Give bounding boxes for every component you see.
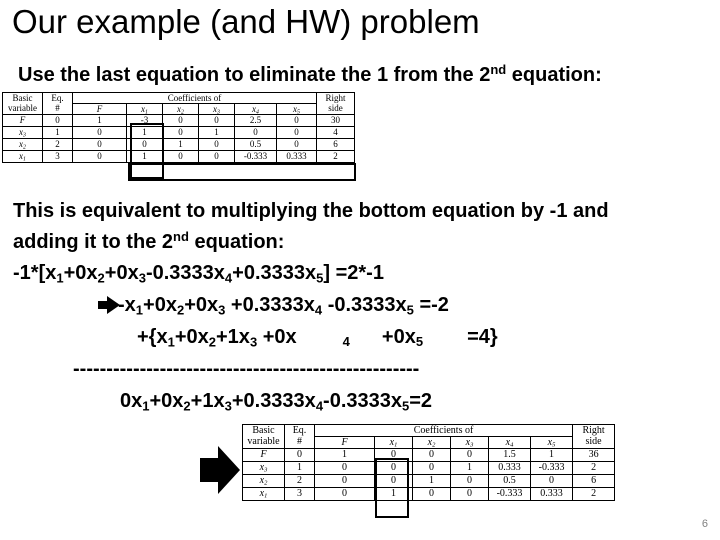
cell-x3: 0 [199,139,235,151]
right-arrow-icon [98,296,120,314]
cell-x2: 0 [413,488,451,501]
cell-eq: 0 [285,449,315,462]
cell-x1: 0 [127,139,163,151]
cell-x2: 0 [163,127,199,139]
cell-F: 1 [73,115,127,127]
separator-line: ---------------------------------------------------- [73,358,420,380]
basic-variable-cell: $x_2$ [3,139,43,151]
table-row [3,139,355,151]
cell-x5: -0.333 [531,462,573,475]
table-row [3,127,355,139]
highlight-bottom-row [128,163,356,181]
cell-x2: 1 [413,475,451,488]
equation-scaled: $-1*[x_1+0x_2+0x_3-0.3333x_4+0.3333x_5] =2*-1$ [13,262,384,286]
cell-eq: 0 [43,115,73,127]
cell-x5: 0 [277,127,317,139]
cell-F: 0 [73,127,127,139]
cell-x1: 0 [375,449,413,462]
cell-F: 0 [73,139,127,151]
cell-rhs: 36 [573,449,615,462]
cell-x2: 1 [163,139,199,151]
cell-eq: 1 [43,127,73,139]
explanation-line-1: This is equivalent to multiplying the bottom equation by -1 and [13,200,609,222]
table-row [243,462,615,475]
cell-x3: 0 [451,488,489,501]
cell-x5: 0 [277,139,317,151]
cell-rhs: 2 [317,151,355,163]
cell-x5: 0.333 [277,151,317,163]
tableau-before: Basic Eq. Coefficients of Right variable # F $x_1$ $x_2$ $x_3$ $x_4$ $x_5$ side F 0 1 -3 0 0 2.5 0 30 $x_3$ 1 0 1 0 1 0 0 4 $x_2$ 2 0 0 1 0 0.5 0 6 $x_1$ 3 0 1 0 0 -0.333 0.333 2 [2,92,355,163]
cell-F: 0 [315,462,375,475]
cell-x3: 1 [199,127,235,139]
basic-variable-cell: $x_3$ [243,462,285,475]
basic-variable-cell: $x_2$ [243,475,285,488]
cell-rhs: 2 [573,462,615,475]
cell-x1: -3 [127,115,163,127]
cell-eq: 2 [285,475,315,488]
cell-eq: 2 [43,139,73,151]
cell-x3: 1 [451,462,489,475]
cell-x4: 0.333 [489,462,531,475]
cell-x3: 0 [451,449,489,462]
cell-x4: 0 [235,127,277,139]
cell-rhs: 6 [317,139,355,151]
basic-variable-cell: $x_3$ [3,127,43,139]
slide-title: Our example (and HW) problem [12,3,480,40]
cell-x4: -0.333 [235,151,277,163]
cell-rhs: 4 [317,127,355,139]
cell-x5: 1 [531,449,573,462]
table-row [3,151,355,163]
right-arrow-icon [200,446,240,494]
basic-variable-cell: F [3,115,43,127]
cell-eq: 3 [285,488,315,501]
cell-x1: 1 [375,488,413,501]
cell-x5: 0.333 [531,488,573,501]
cell-eq: 3 [43,151,73,163]
cell-rhs: 30 [317,115,355,127]
cell-x5: 0 [531,475,573,488]
cell-x2: 0 [413,449,451,462]
cell-x4: 2.5 [235,115,277,127]
cell-x2: 0 [163,115,199,127]
cell-x2: 0 [413,462,451,475]
page-number: 6 [701,518,708,530]
equation-negated: $-x_1+0x_2+0x_3 +0.3333x_4$ $-0.3333x_5 =-2$ [118,294,449,318]
table-row [243,488,615,501]
tableau-after: Basic Eq. Coefficients of Right variable # F $x_1$ $x_2$ $x_3$ $x_4$ $x_5$ side F 0 1 0 0 0 1.5 1 36 $x_3$ 1 0 0 0 1 0.333 -0.333 2 $x_2$ 2 0 0 1 0 0.5 0 6 $x_1$ 3 0 1 0 0 -0.333 0.333 2 [242,424,615,501]
cell-F: 0 [315,488,375,501]
basic-variable-cell: F [243,449,285,462]
cell-rhs: 2 [573,488,615,501]
cell-x3: 0 [451,475,489,488]
instruction-text: Use the last equation to eliminate the 1 from the 2nd equation: [18,61,602,86]
equation-second: $+\{x_1+0x_2+1x_3 +0x$ $_4 +0x_5 =4$} [137,326,498,350]
table-row [3,115,355,127]
cell-x3: 0 [199,151,235,163]
cell-F: 1 [315,449,375,462]
cell-x2: 0 [163,151,199,163]
equation-result: $0x_1+0x_2+1x_3+0.3333x_4-0.3333x_5=2$ [120,390,433,414]
cell-x5: 0 [277,115,317,127]
cell-x4: 0.5 [489,475,531,488]
cell-x1: 1 [127,127,163,139]
cell-F: 0 [315,475,375,488]
cell-eq: 1 [285,462,315,475]
cell-x1: 1 [127,151,163,163]
cell-x1: 0 [375,462,413,475]
cell-x4: 1.5 [489,449,531,462]
explanation-line-2: adding it to the 2nd equation: [13,228,285,253]
cell-x1: 0 [375,475,413,488]
cell-x4: 0.5 [235,139,277,151]
table-row [243,475,615,488]
basic-variable-cell: $x_1$ [243,488,285,501]
basic-variable-cell: $x_1$ [3,151,43,163]
cell-x3: 0 [199,115,235,127]
cell-x4: -0.333 [489,488,531,501]
table-row [243,449,615,462]
highlight-x1-column-result [375,458,409,518]
cell-F: 0 [73,151,127,163]
cell-rhs: 6 [573,475,615,488]
